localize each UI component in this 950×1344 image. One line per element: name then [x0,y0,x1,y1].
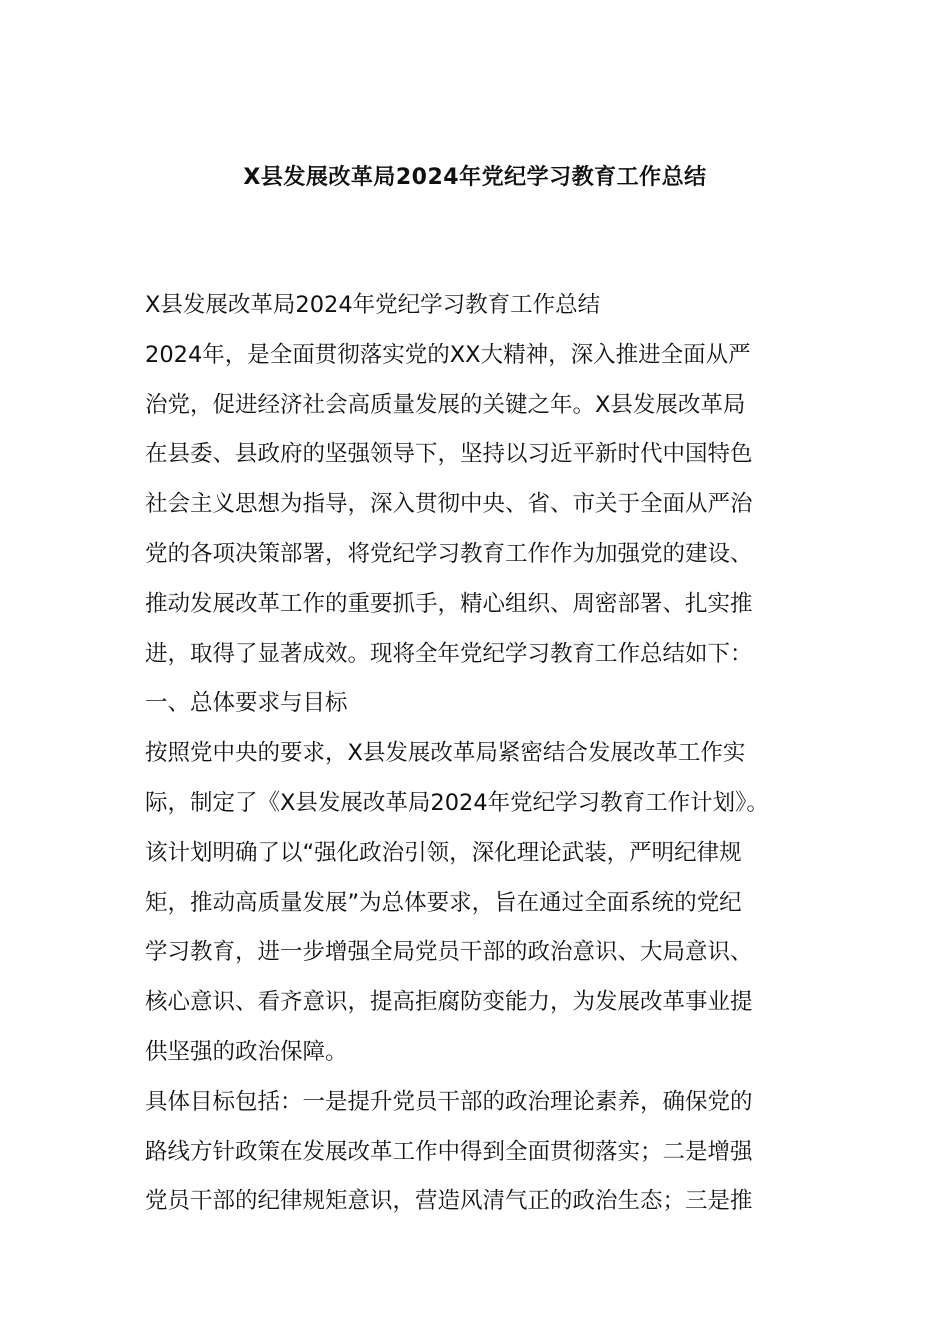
document-title: X县发展改革局2024年党纪学习教育工作总结 [243,165,707,190]
section-heading: 一、总体要求与目标 [145,690,348,717]
body-line: X县发展改革局2024年党纪学习教育工作总结 [145,292,601,318]
document-body [145,281,815,1227]
body-line: 矩，推动高质量发展”为总体要求，旨在通过全面系统的党纪 [145,889,742,916]
body-line: 按照党中央的要求，X县发展改革局紧密结合发展改革工作实 [145,740,746,767]
body-line: 党员干部的纪律规矩意识，营造风清气正的政治生态；三是推 [145,1188,753,1215]
body-line: 党的各项决策部署，将党纪学习教育工作作为加强党的建设、 [145,540,753,567]
body-line: 供坚强的政治保障。 [145,1038,348,1065]
body-line: 治党，促进经济社会高质量发展的关键之年。X县发展改革局 [145,391,746,418]
body-line: 推动发展改革工作的重要抓手，精心组织、周密部署、扎实推 [145,590,753,617]
body-line: 际，制定了《X县发展改革局2024年党纪学习教育工作计划》。 [145,789,769,816]
body-line: 进，取得了显著成效。现将全年党纪学习教育工作总结如下： [145,640,753,667]
body-line: 在县委、县政府的坚强领导下，坚持以习近平新时代中国特色 [145,441,753,468]
body-line: 学习教育，进一步增强全局党员干部的政治意识、大局意识、 [145,939,753,966]
body-line: 具体目标包括：一是提升党员干部的政治理论素养，确保党的 [145,1088,753,1115]
body-line: 2024年，是全面贯彻落实党的XX大精神，深入推进全面从严 [145,341,751,368]
body-line: 路线方针政策在发展改革工作中得到全面贯彻落实；二是增强 [145,1138,753,1165]
body-line: 核心意识、看齐意识，提高拒腐防变能力，为发展改革事业提 [145,989,753,1016]
body-line: 社会主义思想为指导，深入贯彻中央、省、市关于全面从严治 [145,491,753,518]
body-line: 该计划明确了以“强化政治引领，深化理论武装，严明纪律规 [145,839,742,866]
